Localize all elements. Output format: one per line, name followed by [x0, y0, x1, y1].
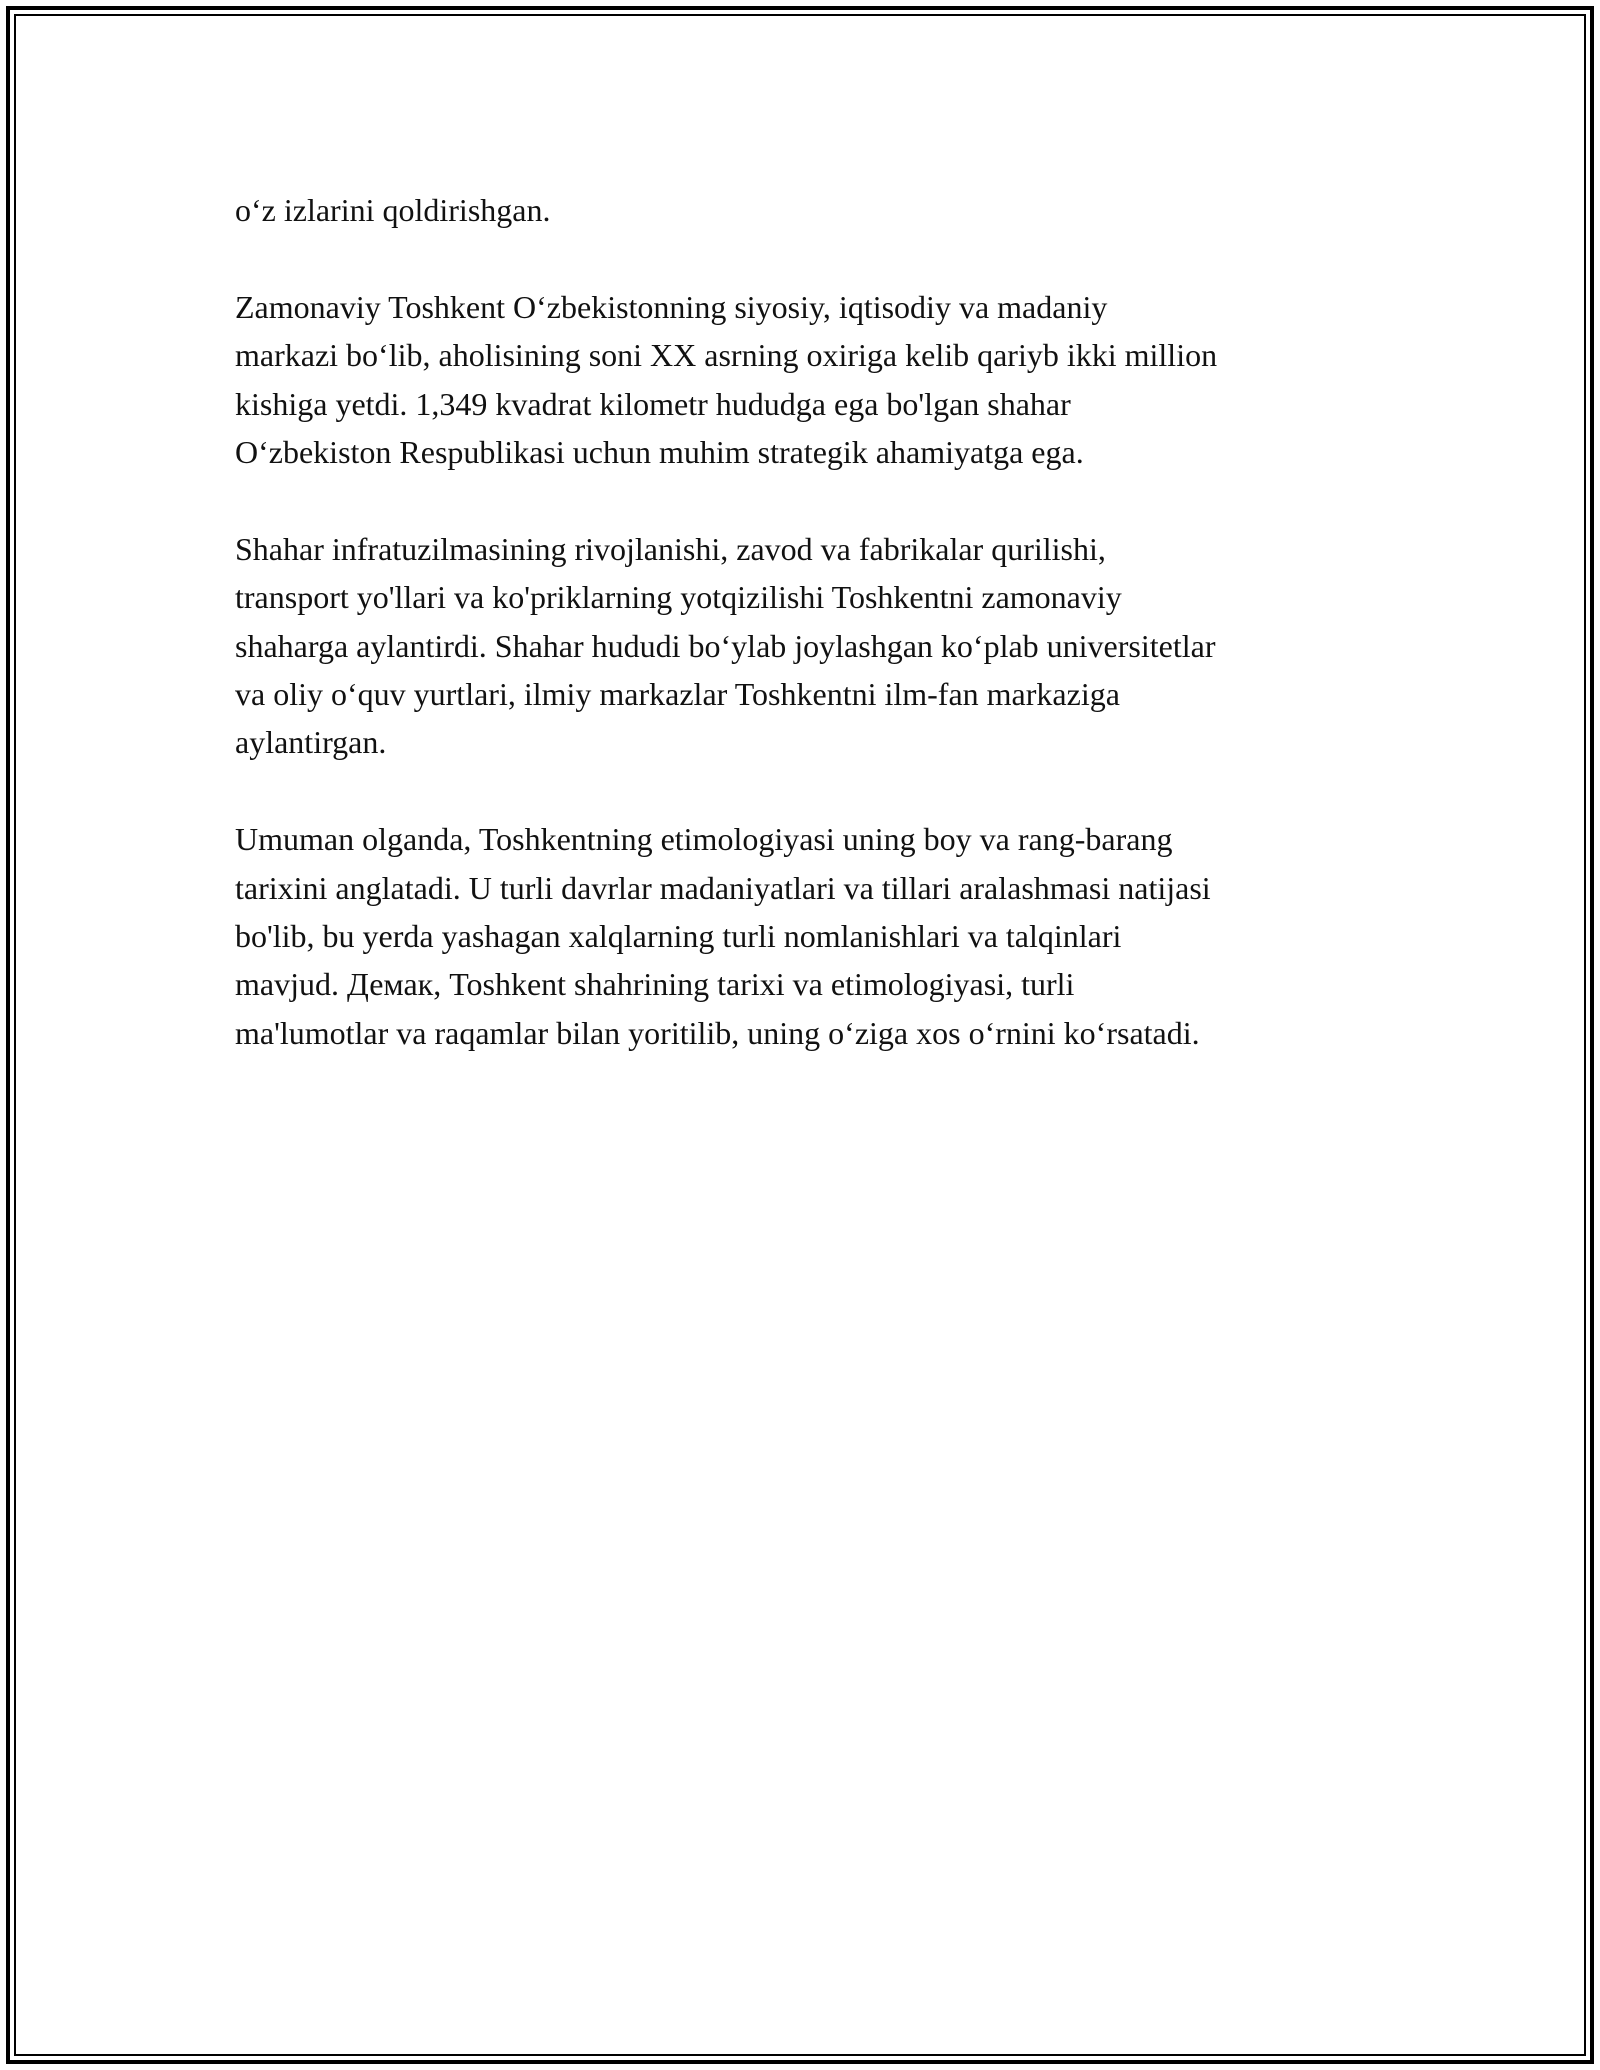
paragraph-4 — [235, 815, 1375, 1057]
text-line: tarixini anglatadi. U turli davrlar madaniyatlari va tillari aralashmasi natijasi — [235, 869, 1211, 906]
text-line: Umuman olganda, Toshkentning etimologiyasi uning boy va rang-barang — [235, 821, 1173, 858]
paragraph-1 — [235, 186, 1375, 234]
paragraph-2 — [235, 283, 1375, 477]
text-line: va oliy o‘quv yurtlari, ilmiy markazlar Toshkentni ilm-fan markaziga — [235, 676, 1120, 713]
text-line: mavjud. Демак, Toshkent shahrining tarixi va etimologiyasi, turli — [235, 966, 1075, 1003]
text-line: transport yo'llari va ko'priklarning yotqizilishi Toshkentni zamonaviy — [235, 579, 1122, 616]
text-line: Shahar infratuzilmasining rivojlanishi, zavod va fabrikalar qurilishi, — [235, 530, 1106, 567]
text-line: ma'lumotlar va raqamlar bilan yoritilib, uning o‘ziga xos o‘rnini ko‘rsatadi. — [235, 1014, 1200, 1051]
text-line: o‘z izlarini qoldirishgan. — [235, 192, 551, 228]
text-line: kishiga yetdi. 1,349 kvadrat kilometr hududga ega bo'lgan shahar — [235, 385, 1071, 422]
text-line: markazi bo‘lib, aholisining soni XX asrning oxiriga kelib qariyb ikki million — [235, 337, 1218, 374]
paragraph-3 — [235, 525, 1375, 767]
text-line: bo'lib, bu yerda yashagan xalqlarning turli nomlanishlari va talqinlari — [235, 918, 1122, 955]
text-line: aylantirgan. — [235, 724, 387, 761]
text-line: Zamonaviy Toshkent O‘zbekistonning siyosiy, iqtisodiy va madaniy — [235, 288, 1108, 325]
document-body — [235, 186, 1375, 1106]
text-line: O‘zbekiston Respublikasi uchun muhim strategik ahamiyatga ega. — [235, 434, 1084, 471]
text-line: shaharga aylantirdi. Shahar hududi bo‘ylab joylashgan ko‘plab universitetlar — [235, 627, 1216, 664]
